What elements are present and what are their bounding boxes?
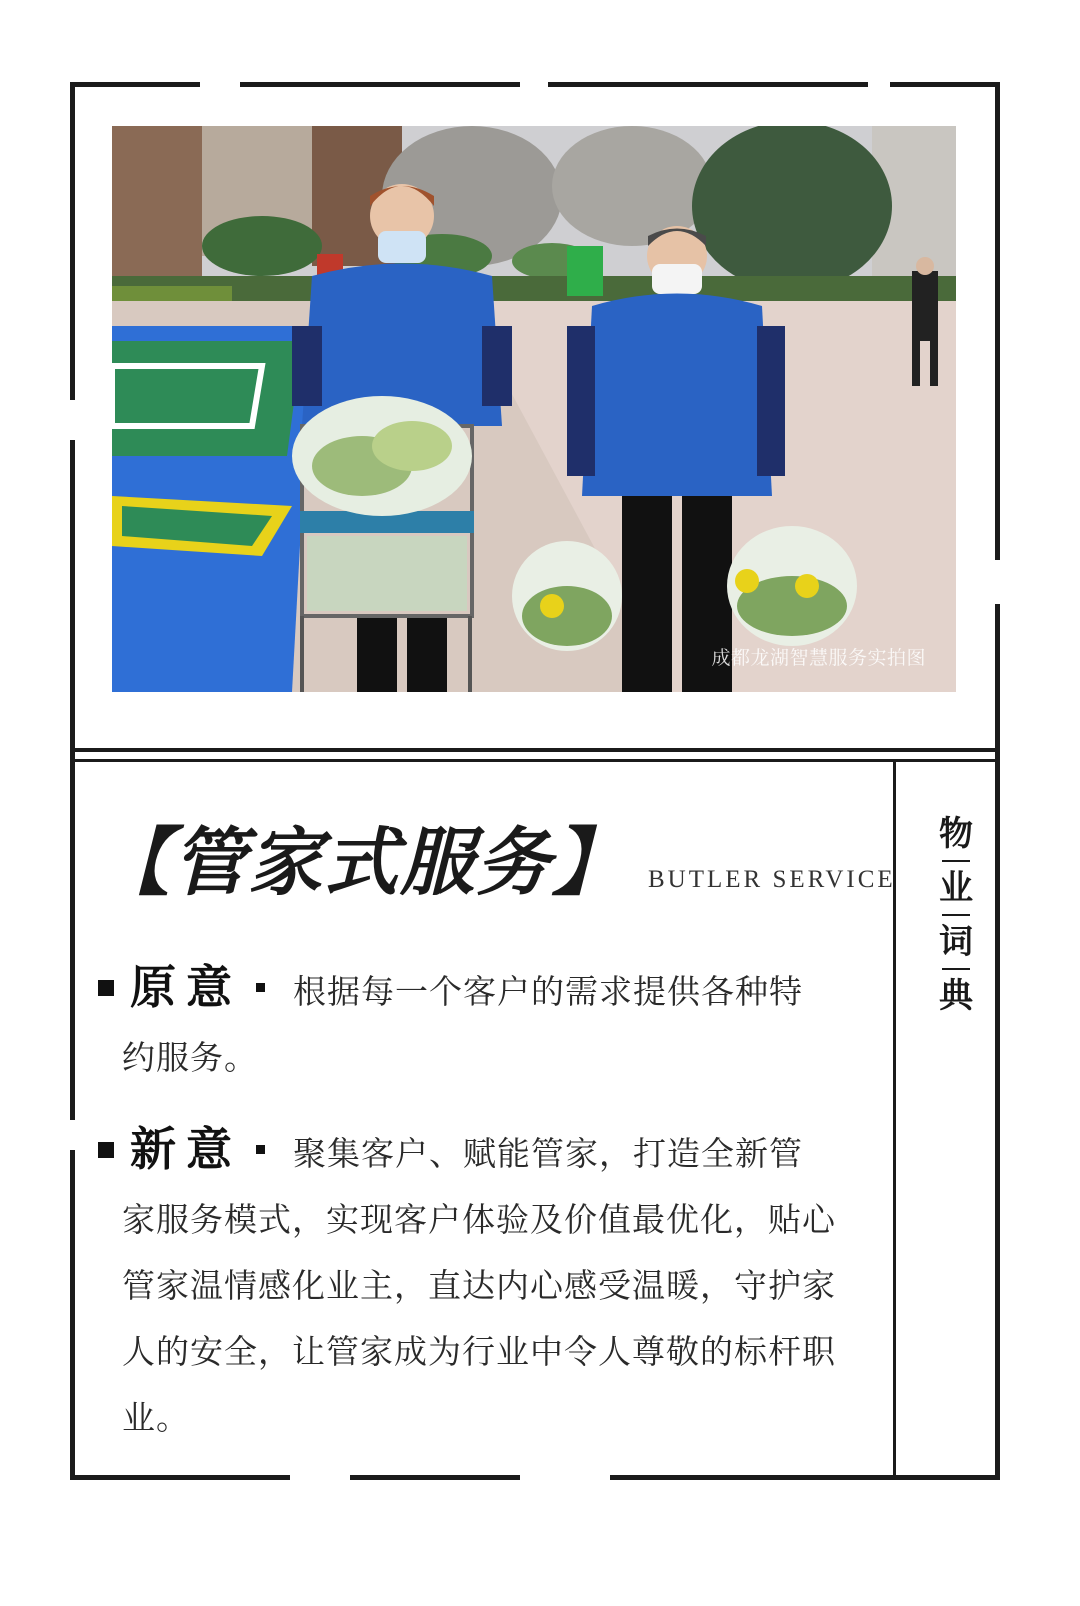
page-title: 【管家式服务】: [96, 820, 628, 906]
frame-wear: [68, 1120, 77, 1150]
side-label-property-glossary: [930, 812, 982, 1018]
definition-text-continued: 家服务模式，实现客户体验及价值最优化，贴心管家温情感化业主，直达内心感受温暖，守护家人的安全，让管家成为行业中令人尊敬的标杆职业。: [122, 1200, 836, 1437]
definition-original-first-line: [98, 954, 868, 1025]
frame-wear: [995, 560, 1004, 604]
side-label-char: 业: [939, 868, 973, 908]
definition-original: [98, 954, 868, 1091]
side-label-char: 典: [939, 976, 973, 1016]
frame-wear: [290, 1475, 350, 1483]
frame-wear: [520, 1475, 610, 1483]
frame-wear: [200, 80, 240, 88]
frame-wear: [868, 80, 890, 88]
side-label-separator: [942, 860, 970, 862]
side-label-separator: [942, 914, 970, 916]
definition-new: [98, 1116, 868, 1451]
definition-label: 原意: [130, 960, 242, 1014]
separator-dot-icon: [256, 983, 265, 992]
photo-illustration: [112, 126, 956, 692]
definition-label: 新意: [130, 1122, 242, 1176]
bullet-square-icon: [98, 1142, 114, 1158]
section-divider: [70, 748, 1000, 762]
page-subtitle-english: BUTLER SERVICE: [648, 866, 896, 893]
photo-caption: 成都龙湖智慧服务实拍图: [711, 647, 926, 669]
definition-text: 根据每一个客户的需求提供各种特: [293, 972, 803, 1011]
side-label-char: 物: [939, 814, 973, 854]
frame-wear: [68, 400, 77, 440]
title-row: [96, 808, 896, 908]
side-label-char: 词: [939, 922, 973, 962]
service-photo: [112, 126, 956, 692]
definition-text: 聚集客户、赋能管家，打造全新管: [293, 1134, 803, 1173]
separator-dot-icon: [256, 1145, 265, 1154]
frame-wear: [520, 80, 548, 88]
definition-new-first-line: [98, 1116, 868, 1187]
side-label-separator: [942, 968, 970, 970]
definition-text-continued: 约服务。: [122, 1038, 258, 1077]
bullet-square-icon: [98, 980, 114, 996]
